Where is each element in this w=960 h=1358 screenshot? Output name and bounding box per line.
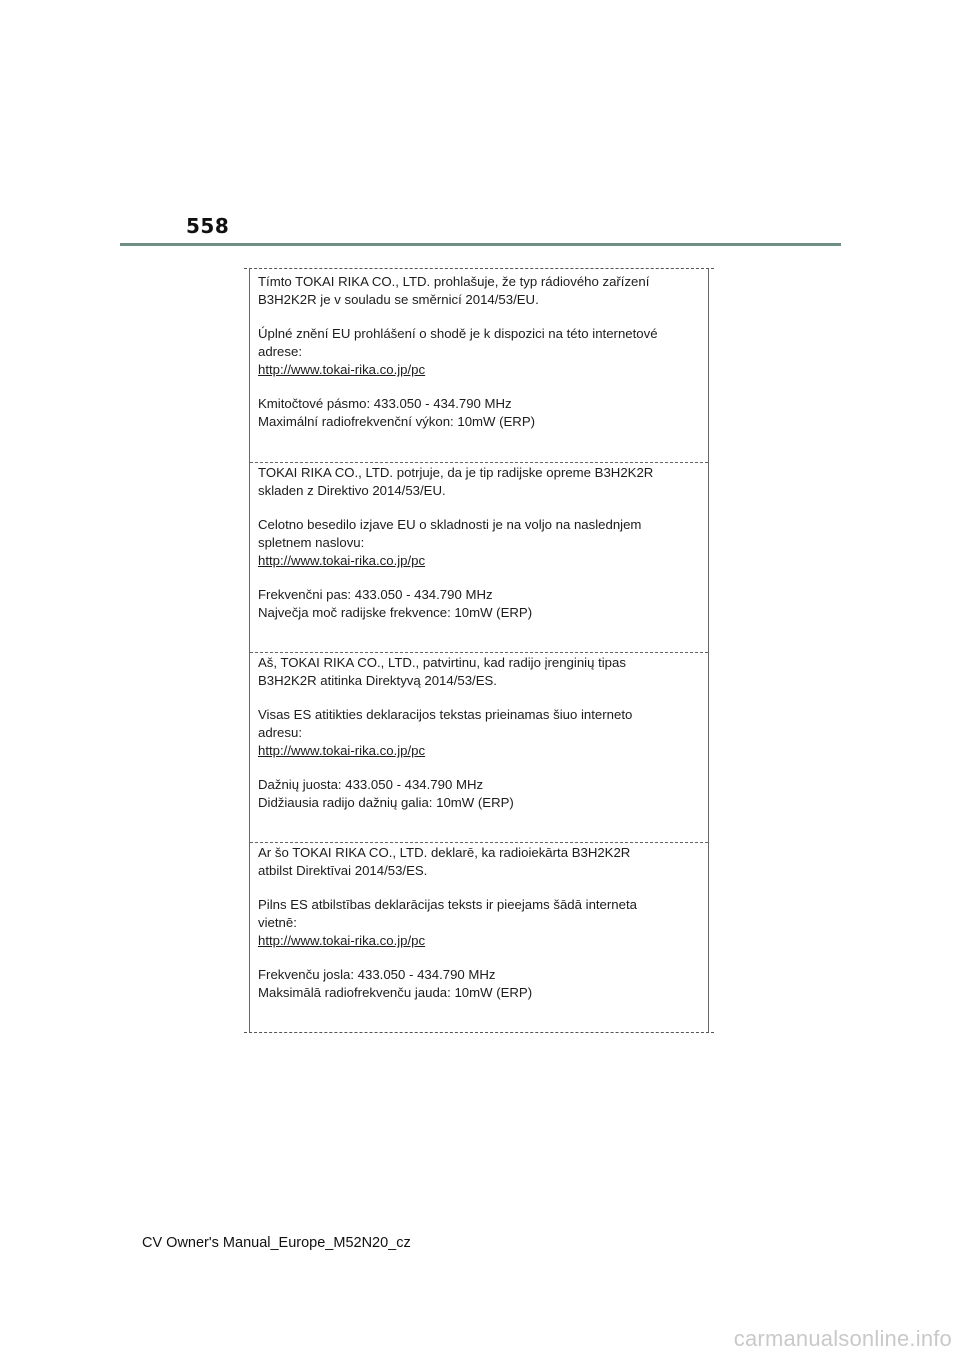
sheet-edge-left bbox=[249, 268, 250, 1032]
declaration-url-link[interactable]: http://www.tokai-rika.co.jp/pc bbox=[258, 553, 426, 568]
declaration-fulltext-line: spletnem naslovu: bbox=[258, 535, 365, 550]
max-power-text: Maksimālā radiofrekvenču jauda: 10mW (ERP) bbox=[258, 985, 533, 1000]
declaration-url-link[interactable]: http://www.tokai-rika.co.jp/pc bbox=[258, 743, 426, 758]
sheet-edge-bottom bbox=[244, 1032, 714, 1033]
page-number: 558 bbox=[186, 214, 230, 238]
declaration-czech bbox=[258, 273, 704, 431]
declaration-statement-line: B3H2K2R je v souladu se směrnicí 2014/53/EU. bbox=[258, 292, 539, 307]
frequency-band-text: Dažnių juosta: 433.050 - 434.790 MHz bbox=[258, 777, 484, 792]
declaration-statement-line: Ar šo TOKAI RIKA CO., LTD. deklarē, ka radioiekārta B3H2K2R bbox=[258, 845, 631, 860]
watermark-text: carmanualsonline.info bbox=[733, 1326, 952, 1351]
max-power-text: Največja moč radijske frekvence: 10mW (ERP) bbox=[258, 605, 533, 620]
max-power-text: Maximální radiofrekvenční výkon: 10mW (ERP) bbox=[258, 414, 536, 429]
declaration-fulltext-line: vietnē: bbox=[258, 915, 297, 930]
declaration-url-link[interactable]: http://www.tokai-rika.co.jp/pc bbox=[258, 933, 426, 948]
declaration-fulltext-line: Úplné znění EU prohlášení o shodě je k dispozici na této internetové bbox=[258, 326, 658, 341]
declaration-statement-line: Aš, TOKAI RIKA CO., LTD., patvirtinu, kad radijo įrenginių tipas bbox=[258, 655, 626, 670]
declaration-statement-line: TOKAI RIKA CO., LTD. potrjuje, da je tip radijske opreme B3H2K2R bbox=[258, 465, 654, 480]
declaration-fulltext-line: Celotno besedilo izjave EU o skladnosti je na voljo na naslednjem bbox=[258, 517, 642, 532]
footer-manual-id: CV Owner's Manual_Europe_M52N20_cz bbox=[142, 1235, 411, 1251]
frequency-band-text: Frekvenču josla: 433.050 - 434.790 MHz bbox=[258, 967, 496, 982]
declaration-statement-line: Tímto TOKAI RIKA CO., LTD. prohlašuje, že typ rádiového zařízení bbox=[258, 274, 650, 289]
declaration-slovenian bbox=[258, 464, 704, 622]
frequency-band-text: Kmitočtové pásmo: 433.050 - 434.790 MHz bbox=[258, 396, 512, 411]
section-divider bbox=[250, 652, 708, 653]
max-power-text: Didžiausia radijo dažnių galia: 10mW (ERP) bbox=[258, 795, 514, 810]
sheet-edge-right bbox=[708, 268, 709, 1032]
declaration-statement-line: B3H2K2R atitinka Direktyvą 2014/53/ES. bbox=[258, 673, 497, 688]
header-rule bbox=[120, 243, 841, 246]
declaration-fulltext-line: adresu: bbox=[258, 725, 302, 740]
frequency-band-text: Frekvenčni pas: 433.050 - 434.790 MHz bbox=[258, 587, 493, 602]
section-divider bbox=[250, 842, 708, 843]
declaration-fulltext-line: Visas ES atitikties deklaracijos tekstas prieinamas šiuo interneto bbox=[258, 707, 633, 722]
section-divider bbox=[250, 462, 708, 463]
declaration-lithuanian bbox=[258, 654, 704, 812]
declaration-fulltext-line: Pilns ES atbilstības deklarācijas teksts ir pieejams šādā interneta bbox=[258, 897, 637, 912]
scanned-declaration-sheet bbox=[244, 263, 714, 1037]
declaration-url-link[interactable]: http://www.tokai-rika.co.jp/pc bbox=[258, 362, 426, 377]
declaration-statement-line: skladen z Direktivo 2014/53/EU. bbox=[258, 483, 446, 498]
sheet-edge-top bbox=[244, 268, 714, 269]
declaration-latvian bbox=[258, 844, 704, 1002]
declaration-statement-line: atbilst Direktīvai 2014/53/ES. bbox=[258, 863, 428, 878]
declaration-fulltext-line: adrese: bbox=[258, 344, 302, 359]
